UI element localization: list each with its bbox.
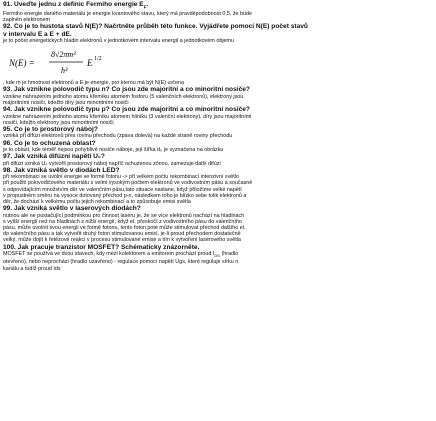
answer-94-line-2: nosiči, kdežto elektrony jsou minoritními nosiči bbox=[3, 119, 114, 126]
question-92-line-1: 92. Co je to hustota stavů N(E)? Načrtněte průběh této funkce. Vyjádřete pomocí N(E) počet stavů bbox=[3, 23, 308, 31]
formula-graphic bbox=[7, 45, 127, 79]
answer-99-line-4: do valenčního pásu a tak vytvořit druhý foton stimulovanou emisí, je-li proud přechodem dostatečně bbox=[3, 231, 241, 238]
answer-92-line-1: je to počet energetických hladin elektronů v jednotkovém intervalu energií a jednotkovém objemu bbox=[3, 37, 235, 44]
formula-energy-symbol: E bbox=[87, 58, 93, 69]
answer-98-line-2: při použití polovodičového materiálu s velmi vysokým počtem elektronů ve vodivostním pásu a současně bbox=[3, 180, 253, 187]
answer-100-line-1-end: (hradlo bbox=[219, 251, 239, 258]
question-94: 94. Jak vznikne polovodič typu p? Co jsou zde majoritní a co minoritní nosiče? bbox=[3, 106, 250, 114]
answer-96-line-1: je to oblast, kde téměř nejsou pohyblivé nosiče náboje, její šířka d₀ je vyznačena na obrázku bbox=[3, 146, 224, 153]
formula-lhs: N(E) = bbox=[9, 58, 35, 69]
answer-93-line-1: vznikne nahrazením jednoho atomu křemíku atomem fosforu (5 valenčních elektronů), elektrony jsou bbox=[3, 93, 244, 100]
answer-98-line-1: při rekombinaci se uvolní energie ve formě fotonu -> při velkém počtu rekombinací intenzivní světlo bbox=[3, 174, 239, 181]
answer-92-line-2: , kde m je hmotnost elektronů a E je energie, pro kterou má být N(E) určena bbox=[3, 80, 184, 87]
answer-100-line-3: kanálu a tudíž proud Ids bbox=[3, 265, 61, 272]
answer-93-line-2: majoritními nosiči, kdežto díry jsou minoritními nosiči bbox=[3, 99, 129, 106]
answer-98-line-5: děr, že dochází k velkému počtu jejich rekombinací a to způsobuje emisi světla bbox=[3, 199, 191, 206]
question-91-text: 91. Uveďte jednu z definic Fermiho energie E bbox=[3, 1, 144, 8]
answer-100-line-1-text: MOSFET se používá ve dvou stavech, kdy mezi kolektorem a emitorem prochází proud I bbox=[3, 251, 215, 258]
question-93: 93. Jak vznikne polovodič typu n? Co jsou zde majoritní a co minoritní nosiče? bbox=[3, 86, 250, 94]
formula-denominator: h³ bbox=[61, 66, 68, 76]
answer-91-line-1: Fermiho energie daného materiálu je energie kvantového stavu, který má pravděpodobnost 0,5, že bude bbox=[3, 10, 253, 17]
question-95: 95. Co je to prostorový náboj? bbox=[3, 125, 98, 133]
answer-94-line-1: vznikne nahrazením jednoho atomu křemíku atomem hliníku (3 valenční elektrony), díry jsou majoritními bbox=[3, 113, 252, 120]
question-96: 96. Co je to ochuzená oblast? bbox=[3, 139, 96, 147]
answer-95-line-1: vzniká při difúzi elektronů přes rovinu přechodu (zpava doleva) na každé straně roviny přechodu bbox=[3, 133, 233, 140]
question-91-subscript: F bbox=[143, 4, 147, 10]
answer-100-line-2: otevřeno), nebo neprochází (hradlo uzavřeno) - regulace pomocí napětí Ugs, které reguluje sírku n bbox=[3, 259, 239, 266]
question-91-end: . bbox=[146, 1, 149, 8]
answer-91-line-2: zaplněn elektronem bbox=[3, 16, 51, 23]
question-100: 100. Jak pracuje tranzistor MOSFET? Schématicky znázorněte. bbox=[3, 243, 200, 251]
answer-97-line-1: při difúzi vzniká U₀ vytvořil prostorový náboj napříč ochuzenou zónou, zamezuje další difúzi bbox=[3, 160, 221, 167]
answer-99-line-1: nutnou ale ne postačující podmínkou pro činnost laseru je, že se více elektronů nachází na hladinách bbox=[3, 212, 245, 219]
question-97: 97. Jak vzniká difúzní napětí U₀? bbox=[3, 153, 105, 161]
answer-99-line-5: velký, může dojít k řetězové reakci v procesu stimulované emise a tím k vytvoření laserového světla bbox=[3, 237, 241, 244]
answer-99-line-2: s vyšší energií než na hladinách s nižší energií, když el. přeskočí z vodivostního pásu do valenčního bbox=[3, 218, 242, 225]
question-98: 98. Jak vzniká světlo v diodách LED? bbox=[3, 166, 120, 174]
answer-98-line-4: v propustném směru na vysoce dotovaný přechod p-n, následkem toho je blízko sebe tolik elektronů a bbox=[3, 192, 247, 199]
formula-numerator: 8√2πm³ bbox=[51, 50, 76, 60]
question-99: 99. Jak vzniká světlo v laserových diodách? bbox=[3, 205, 141, 213]
question-91 bbox=[3, 1, 433, 11]
answer-100-subscript: DS bbox=[214, 253, 220, 259]
answer-99-line-3: pásu, může uvolnit svou energii ve formě fotonu, tento foton poté může stimulovat přechod dalšího el. bbox=[3, 225, 246, 232]
question-92-line-2: v intervalu E a E + dE. bbox=[3, 30, 72, 38]
density-of-states-formula bbox=[3, 44, 433, 80]
answer-100-line-1 bbox=[3, 251, 433, 259]
formula-exponent: 1/2 bbox=[94, 56, 102, 63]
answer-98-line-3: s odpovídajícím množstvím děr ve valenčním pásu,tato situace nastane, když přiložíme velké napětí bbox=[3, 186, 242, 193]
